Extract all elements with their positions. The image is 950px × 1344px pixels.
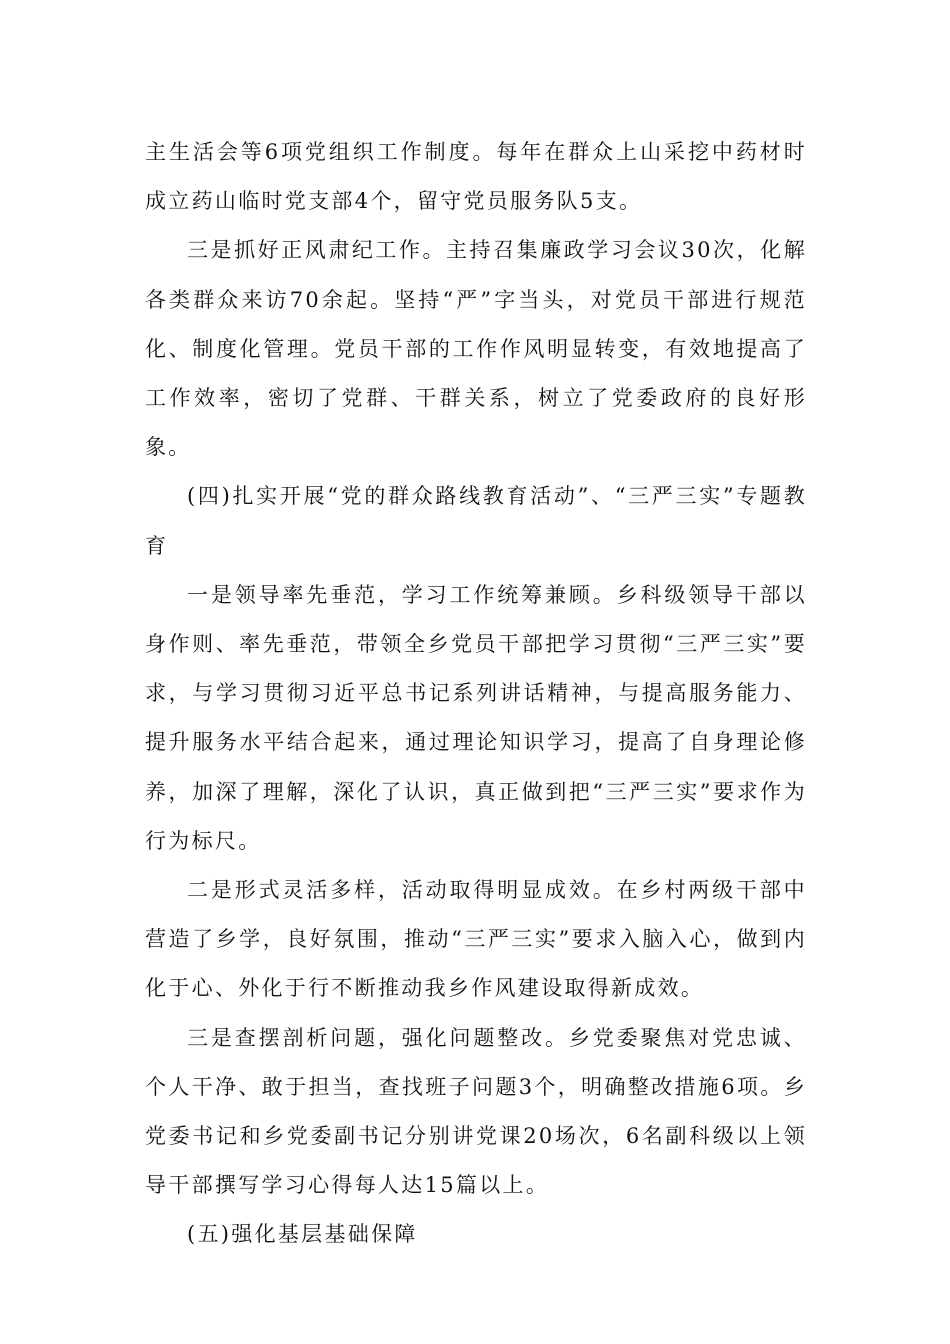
section-heading-five: (五)强化基层基础保障 bbox=[187, 1222, 418, 1247]
paragraph-leadership-example: 一是领导率先垂范，学习工作统筹兼顾。乡科级领导干部以身作则、率先垂范，带领全乡党员干部把学习贯彻“三严三实”要求，与学习贯彻习近平总书记系列讲话精神，与提高服务能力、提升服务水平结合起来，通过理论知识学习，提高了自身理论修养，加深了理解，深化了认识，真正做到把“三严三实”要求作为行为标尺。 bbox=[145, 582, 807, 853]
section-heading-four: (四)扎实开展“党的群众路线教育活动”、“三严三实”专题教育 bbox=[145, 484, 807, 558]
document-body bbox=[145, 128, 807, 1260]
paragraph-flexible-activities: 二是形式灵活多样，活动取得明显成效。在乡村两级干部中营造了乡学，良好氛围，推动“三严三实”要求入脑入心，做到内化于心、外化于行不断推动我乡作风建设取得新成效。 bbox=[145, 878, 807, 1001]
paragraph-continuation: 主生活会等6项党组织工作制度。每年在群众上山采挖中药材时成立药山临时党支部4个，留守党员服务队5支。 bbox=[145, 140, 807, 214]
paragraph-discipline-work: 三是抓好正风肃纪工作。主持召集廉政学习会议30次，化解各类群众来访70余起。坚持“严”字当头，对党员干部进行规范化、制度化管理。党员干部的工作作风明显转变，有效地提高了工作效率，密切了党群、干群关系，树立了党委政府的良好形象。 bbox=[145, 238, 807, 460]
paragraph-problem-rectification: 三是查摆剖析问题，强化问题整改。乡党委聚焦对党忠诚、个人干净、敢于担当，查找班子问题3个，明确整改措施6项。乡党委书记和乡党委副书记分别讲党课20场次，6名副科级以上领导干部撰写学习心得每人达15篇以上。 bbox=[145, 1025, 807, 1198]
